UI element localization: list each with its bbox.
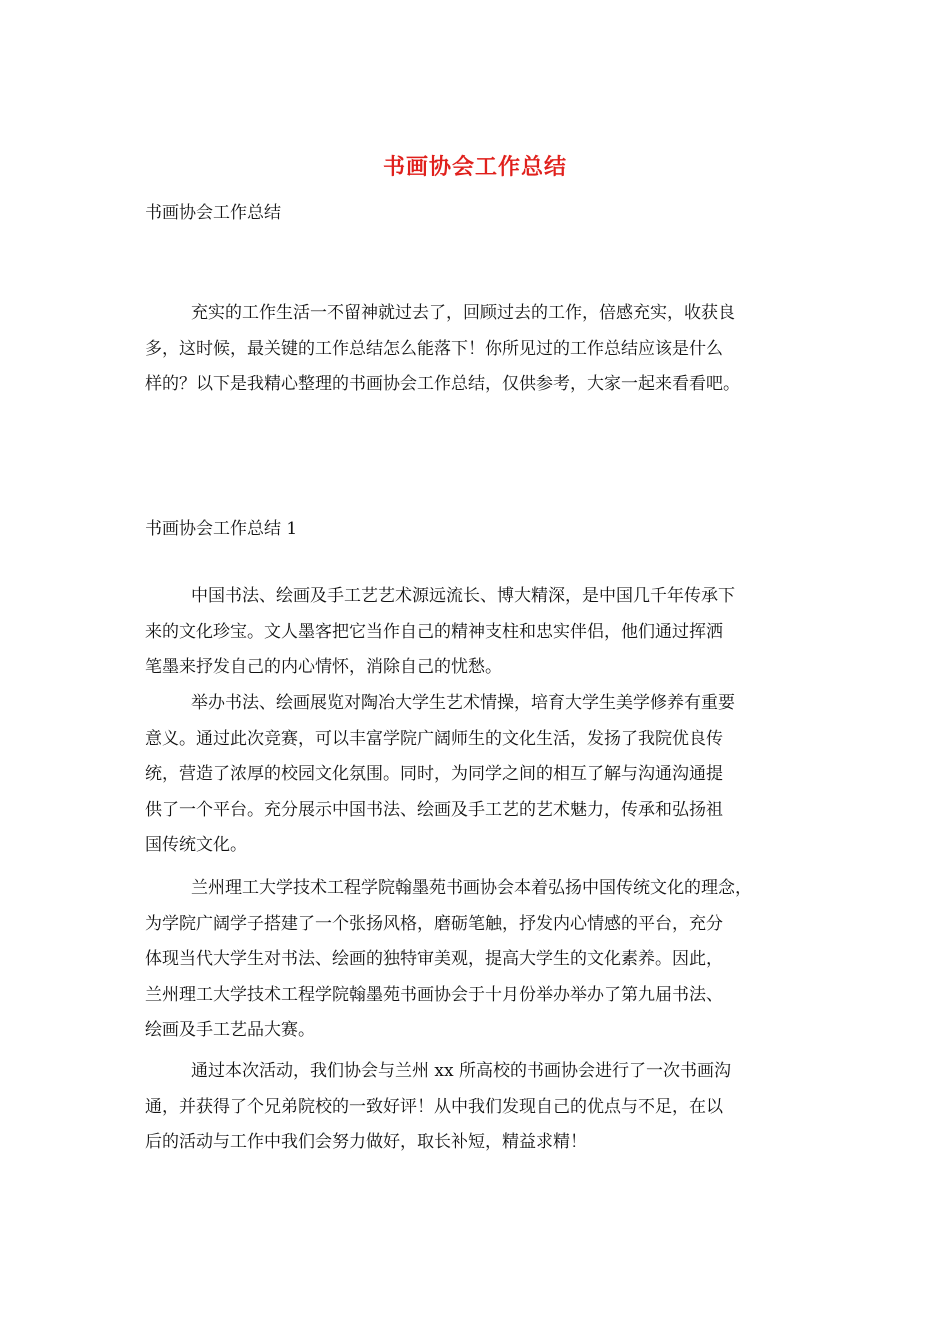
paragraph-line: 中国书法、绘画及手工艺艺术源远流长、博大精深，是中国几千年传承下 [191,586,735,606]
paragraph-line: 多，这时候，最关键的工作总结怎么能落下！你所见过的工作总结应该是什么 [145,338,723,359]
document-title: 书画协会工作总结 [382,154,567,180]
paragraph-line: 来的文化珍宝。文人墨客把它当作自己的精神支柱和忠实伴侣，他们通过挥洒 [145,621,723,642]
paragraph-line: 国传统文化。 [145,835,247,855]
paragraph-line: 样的？以下是我精心整理的书画协会工作总结，仅供参考，大家一起来看看吧。 [145,374,740,394]
section-heading: 书画协会工作总结 1 [145,519,298,539]
body-paragraph [145,1054,825,1161]
paragraph-line: 兰州理工大学技术工程学院翰墨苑书画协会于十月份举办举办了第九届书法、 [145,984,723,1005]
paragraph-line: 体现当代大学生对书法、绘画的独特审美观，提高大学生的文化素养。因此， [145,949,723,969]
paragraph-line: 后的活动与工作中我们会努力做好，取长补短，精益求精！ [145,1132,587,1152]
paragraph-line: 绘画及手工艺品大赛。 [145,1020,315,1040]
intro-paragraph [145,296,825,403]
paragraph-line: 通，并获得了个兄弟院校的一致好评！从中我们发现自己的优点与不足，在以 [145,1096,723,1117]
paragraph-line: 统，营造了浓厚的校园文化氛围。同时，为同学之间的相互了解与沟通沟通提 [145,764,723,784]
paragraph-line: 笔墨来抒发自己的内心情怀，消除自己的忧愁。 [145,657,502,677]
paragraph-line: 供了一个平台。充分展示中国书法、绘画及手工艺的艺术魅力，传承和弘扬祖 [145,799,723,820]
body-paragraph [145,579,825,686]
document-subtitle: 书画协会工作总结 [145,203,281,223]
paragraph-line: 通过本次活动，我们协会与兰州 xx 所高校的书画协会进行了一次书画沟 [191,1061,731,1081]
paragraph-line: 充实的工作生活一不留神就过去了，回顾过去的工作，倍感充实，收获良 [191,303,735,323]
paragraph-line: 意义。通过此次竞赛，可以丰富学院广阔师生的文化生活，发扬了我院优良传 [145,728,723,749]
body-paragraph [145,871,825,1049]
body-paragraph [145,686,825,864]
paragraph-line: 举办书法、绘画展览对陶冶大学生艺术情操，培育大学生美学修养有重要 [191,693,735,713]
paragraph-line: 为学院广阔学子搭建了一个张扬风格，磨砺笔触，抒发内心情感的平台，充分 [145,913,723,934]
paragraph-line: 兰州理工大学技术工程学院翰墨苑书画协会本着弘扬中国传统文化的理念， [191,878,752,898]
